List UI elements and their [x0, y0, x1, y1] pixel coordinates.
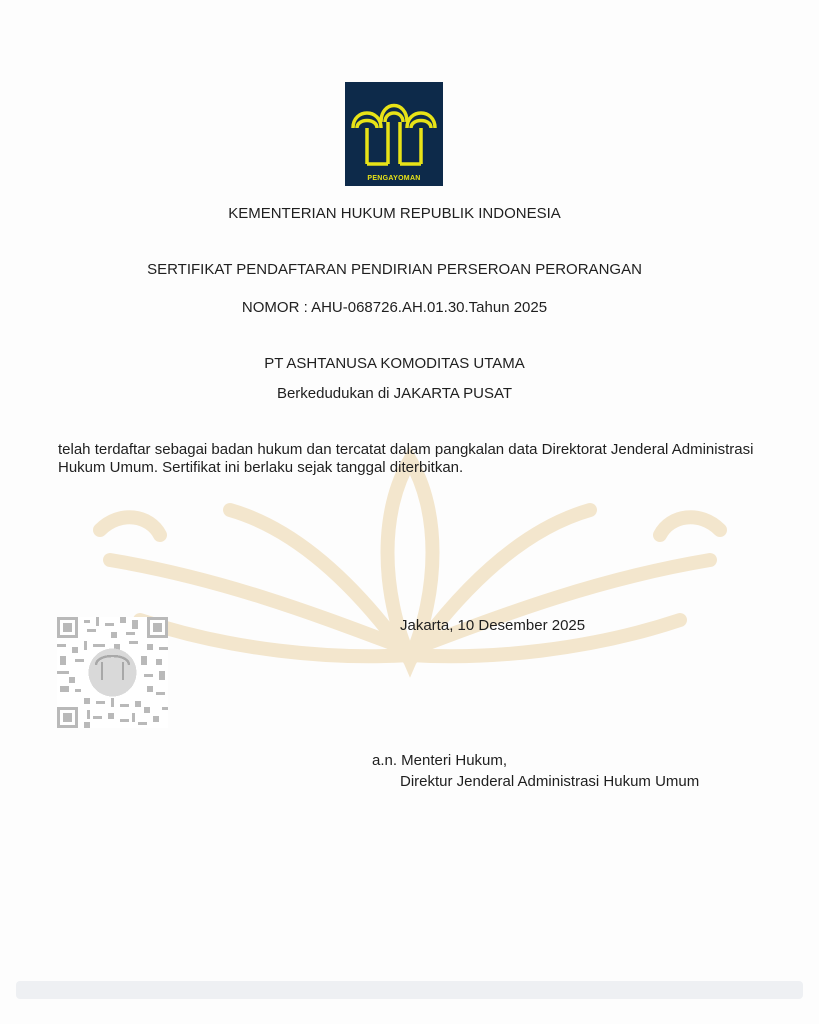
ministry-logo: [345, 82, 443, 186]
certificate-number: NOMOR : AHU-068726.AH.01.30.Tahun 2025: [241, 299, 548, 316]
qr-code-icon: [57, 617, 168, 728]
registration-statement: telah terdaftar sebagai badan hukum dan tercatat dalam pangkalan data Direktorat Jenderal Administrasi Hukum Umum. Sertifikat ini berlaku sejak tanggal diterbitkan.: [58, 441, 754, 476]
company-domicile: Berkedudukan di JAKARTA PUSAT: [276, 385, 513, 402]
company-name: PT ASHTANUSA KOMODITAS UTAMA: [264, 355, 525, 372]
place-and-date: Jakarta, 10 Desember 2025: [400, 617, 586, 634]
signatory-title: Direktur Jenderal Administrasi Hukum Umum: [400, 773, 700, 790]
ministry-name: KEMENTERIAN HUKUM REPUBLIK INDONESIA: [228, 205, 561, 222]
on-behalf-line: a.n. Menteri Hukum,: [372, 752, 508, 769]
certificate-title: SERTIFIKAT PENDAFTARAN PENDIRIAN PERSEROAN PERORANGAN: [147, 261, 642, 278]
horizontal-scrollbar[interactable]: [16, 981, 803, 999]
pengayoman-tree-icon: [345, 82, 443, 172]
logo-caption: PENGAYOMAN: [367, 175, 421, 182]
